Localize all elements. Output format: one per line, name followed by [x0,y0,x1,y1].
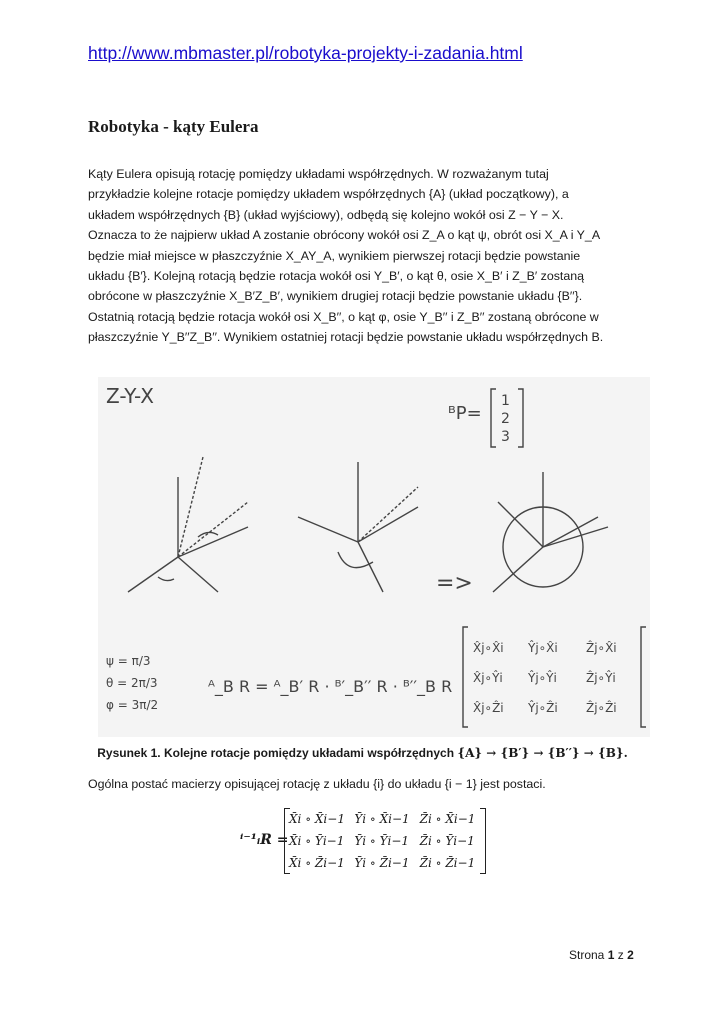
angle-theta: θ = 2π/3 [106,676,158,690]
paragraph-line: Ostatnią rotacją będzie rotacja wokół osi X_B′′, o kąt φ, osie Y_B′′ i Z_B′′ zostaną obrócone w [88,309,599,324]
frame-b-double-prime-axes [493,472,608,592]
paragraph-line: Kąty Eulera opisują rotację pomiędzy układami współrzędnych. W rozważanym tutaj [88,167,549,181]
paragraph-line: Oznacza to że najpierw układ A zostanie obrócony wokół osi Z_A o kąt ψ, obrót osi X_A i Y_A [88,228,601,243]
ij-cell: Ẑj∘Ŷi [586,671,616,685]
paragraph-line: przykładzie kolejne rotacje pomiędzy układem współrzędnych {A} (układ początkowy), a [88,187,569,202]
matrix-cell: X̄i ∘ X̄i−1 [289,812,345,826]
ij-cell: X̂j∘Ŷi [473,671,503,685]
vector-value: 2 [501,411,510,427]
intro-paragraph [88,164,648,348]
vector-value: 1 [501,393,510,409]
footer-total: 2 [627,948,634,962]
matrix-cell: Ȳi ∘ X̄i−1 [354,812,410,826]
ij-cell: Ŷj∘Ŷi [528,671,557,685]
ij-cell: Ẑj∘X̂i [586,641,617,655]
footer-page: 1 [607,948,615,962]
ij-cell: Ŷj∘X̂i [528,641,558,655]
vector-label: ᴮP= [448,403,482,424]
matrix-row [285,852,485,874]
caption-math: {A} → {B′} → {B′′} → {B}. [457,746,628,760]
frame-b-prime-axes [298,462,418,592]
matrix-row [285,808,485,830]
zyx-label: Z-Y-X [106,384,154,408]
matrix-cell: Z̄i ∘ Z̄i−1 [419,856,476,870]
sketch-drawing [98,377,650,737]
figure-caption [0,746,725,760]
matrix-row [285,830,485,852]
ij-cell: X̂j∘X̂i [473,641,504,655]
paragraph-line: układem współrzędnych {B} (układ wyjściowy), odbędą się kolejno wokół osi Z − Y − X. [88,207,564,222]
ij-cell: Ŷj∘Ẑi [528,701,558,715]
angle-psi: ψ = π/3 [106,654,151,668]
euler-rotation-sketch [98,377,650,737]
matrix-cell: X̄i ∘ Z̄i−1 [289,856,345,870]
ij-cell: Ẑj∘Ẑi [586,701,617,715]
matrix-cell: Ȳi ∘ Z̄i−1 [354,856,410,870]
paragraph-line: będzie miał miejsce w płaszczyźnie X_AY_A, wynikiem pierwszej rotacji będzie powstanie [88,248,581,263]
paragraph-line: obrócone w płaszczyźnie X_B′Z_B′, wynikiem drugiej rotacji będzie powstanie układu {B′′}. [88,289,583,304]
matrix-cell: Ȳi ∘ Ȳi−1 [354,834,410,848]
arrow-symbol: => [436,571,473,596]
ij-cell: X̂j∘Ẑi [473,701,504,715]
vector-value: 3 [501,429,510,445]
paragraph-line: układu {B′}. Kolejną rotacją będzie rotacja wokół osi Y_B′, o kąt θ, osie X_B′ i Z_B′ zostaną [88,269,585,284]
page-title: Robotyka - kąty Eulera [88,117,259,136]
page-footer [569,948,634,962]
frame-a-axes [128,457,248,592]
matrix-body [284,808,486,874]
caption-text: Rysunek 1. Kolejne rotacje pomiędzy układami współrzędnych [97,746,455,760]
matrix-label: ⁱ⁻¹ᵢR = [240,832,289,848]
source-url-link[interactable]: http://www.mbmaster.pl/robotyka-projekty-i-zadania.html [88,43,523,63]
angle-phi: φ = 3π/2 [106,698,159,712]
rotation-product: ᴬ_B R = ᴬ_B′ R · ᴮ′_B′′ R · ᴮ′′_B R [208,677,453,696]
matrix-intro: Ogólna postać macierzy opisującej rotację z układu {i} do układu {i − 1} jest postaci. [88,777,546,791]
footer-sep: z [617,948,624,962]
matrix-cell: X̄i ∘ Ȳi−1 [289,834,345,848]
footer-prefix: Strona [569,948,605,962]
paragraph-line: płaszczyźnie Y_B′′Z_B′′. Wynikiem ostatniej rotacji będzie powstanie układu współrzędnych B. [88,330,604,345]
matrix-cell: Z̄i ∘ X̄i−1 [419,812,476,826]
matrix-cell: Z̄i ∘ Ȳi−1 [419,834,475,848]
